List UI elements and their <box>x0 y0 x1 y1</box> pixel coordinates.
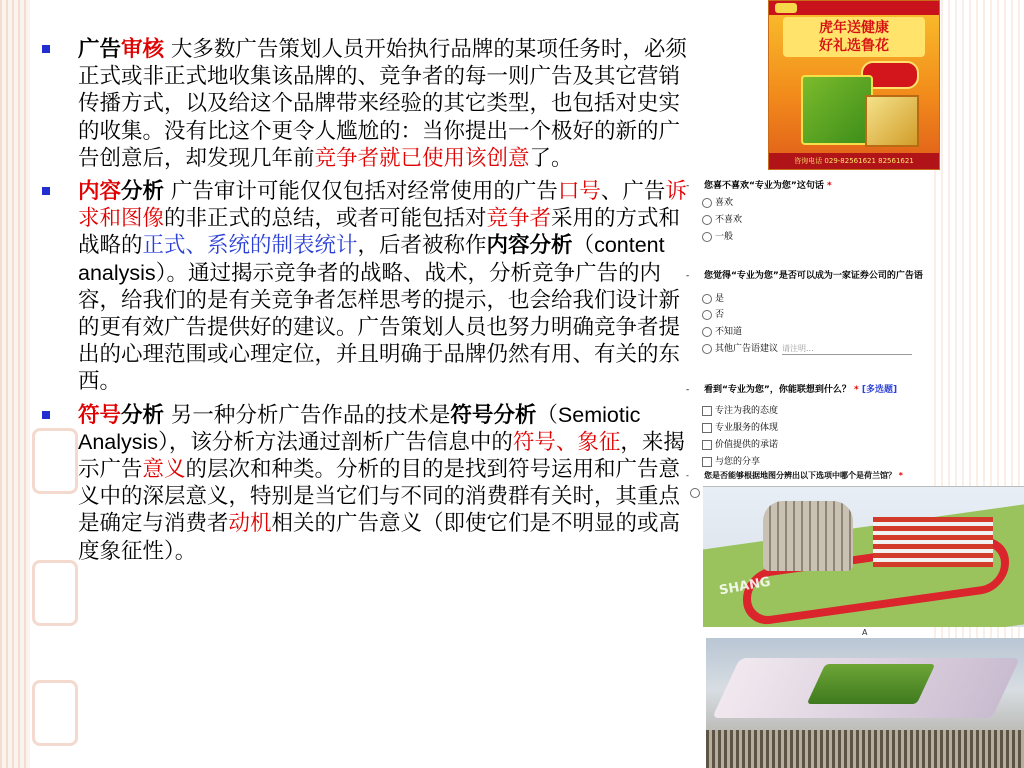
text-segment: ，后者被称作 <box>357 233 487 259</box>
poster-title <box>783 17 925 57</box>
pavilion-crowd <box>706 730 1024 768</box>
option-label: 专业服务的体现 <box>715 423 779 433</box>
expo-map-image <box>703 486 1024 627</box>
required-mark: * <box>853 385 859 395</box>
option-label: 不喜欢 <box>715 215 743 225</box>
text-segment: 了。 <box>529 145 573 171</box>
radio-icon[interactable] <box>702 232 712 242</box>
bullet-item-content-analysis <box>40 178 690 396</box>
poster-title-line: 虎年送健康 <box>819 20 889 36</box>
checkbox-icon[interactable] <box>702 423 712 433</box>
bullet-item-ad-audit <box>40 36 690 172</box>
option-label: 是 <box>715 294 725 304</box>
option-label: 喜欢 <box>715 198 734 208</box>
left-seal-decoration <box>32 680 78 746</box>
text-segment: 符号、象征 <box>512 429 621 455</box>
map-watermark-text: SHANG <box>718 574 772 599</box>
survey-option[interactable] <box>702 213 742 227</box>
bullet-item-semiotic-analysis <box>40 402 690 565</box>
text-segment: 、广告 <box>600 179 666 205</box>
pavilion-photo <box>706 638 1024 768</box>
left-decorative-stripe <box>0 0 30 768</box>
multi-select-tag: [多选题] <box>861 385 898 395</box>
text-segment: 竞争者就已使用该创意 <box>314 145 530 171</box>
text-segment: 采用的方式和战略的 <box>78 206 681 259</box>
text-segment: ），该分析方法通过剖析广告信息中的 <box>158 429 513 455</box>
radio-icon[interactable] <box>702 294 712 304</box>
radio-icon[interactable] <box>702 344 712 354</box>
item-body <box>78 37 687 171</box>
bullet-icon <box>42 45 50 53</box>
slide-body <box>40 36 690 571</box>
option-label: 价值提供的承诺 <box>715 440 779 450</box>
text-segment: ，来揭示广告 <box>78 429 685 483</box>
radio-icon[interactable] <box>702 215 712 225</box>
text-segment: 的非正式的总结，或者可能包括对 <box>164 206 487 232</box>
text-segment: 意义 <box>142 457 186 483</box>
survey-option[interactable] <box>702 404 778 418</box>
item-heading-part: 符号 <box>78 402 122 428</box>
other-suggestion-input[interactable]: 请注明... <box>782 343 912 355</box>
poster-footer: 咨询电话 029-82561621 82561621 <box>769 153 939 169</box>
survey-question-3: - 看到“专业为您”，你能联想到什么？ * [多选题] <box>686 385 898 395</box>
option-label: 不知道 <box>715 327 743 337</box>
text-segment: 另一种分析广告作品的技术是 <box>164 402 451 428</box>
text-segment: content analysis <box>78 233 665 285</box>
pavilion-green-roof <box>807 664 936 704</box>
survey-option[interactable] <box>702 230 733 244</box>
bullet-icon <box>42 411 50 419</box>
text-segment: 动机 <box>228 511 272 537</box>
survey-option[interactable] <box>702 292 724 306</box>
survey-option[interactable] <box>702 342 912 356</box>
survey-question-1: - 您喜不喜欢“专业为您”这句话 * <box>686 181 832 191</box>
survey-option[interactable] <box>702 438 778 452</box>
text-segment: 内容分析 <box>486 233 573 259</box>
map-option-label: A <box>862 628 868 637</box>
option-label: 与您的分享 <box>715 457 761 467</box>
checkbox-icon[interactable] <box>702 440 712 450</box>
survey-screenshot <box>686 170 1024 480</box>
text-segment: Semiotic Analysis <box>78 402 641 454</box>
poster-gift-box <box>801 75 873 145</box>
item-heading-part: 分析 <box>121 179 165 205</box>
item-heading-part: 分析 <box>121 402 165 428</box>
option-label: 其他广告语建议 <box>715 344 779 354</box>
checkbox-icon[interactable] <box>702 457 712 467</box>
survey-option[interactable] <box>702 308 724 322</box>
text-segment: 竞争者 <box>486 206 552 232</box>
text-segment: 大多数广告策划人员开始执行品牌的某项任务时，必须正式或非正式地收集该品牌的、竞争者的每一则广告及其它营销传播方式，以及给这个品牌带来经验的其它类型，也包括对史实的收集。没有比这个更令人尴尬的：当你提出一个极好的新的广告创意后，却发现几年前 <box>78 37 687 171</box>
bullet-icon <box>42 187 50 195</box>
text-segment: （ <box>572 233 595 259</box>
text-segment: （ <box>536 402 558 428</box>
option-label: 否 <box>715 310 725 320</box>
item-body <box>78 403 685 564</box>
poster-logo <box>775 3 797 13</box>
ad-poster-image <box>768 0 940 170</box>
question-text: 您喜不喜欢“专业为您”这句话 <box>704 181 824 191</box>
question-text: 您是否能够根据地图分辨出以下选项中哪个是荷兰馆？ <box>704 471 896 480</box>
survey-option[interactable] <box>702 196 733 210</box>
radio-icon[interactable] <box>702 198 712 208</box>
checkbox-icon[interactable] <box>702 406 712 416</box>
item-heading-part: 审核 <box>121 37 165 62</box>
text-segment: 口号 <box>557 179 601 205</box>
text-segment: 的层次和种类。分析的目的是找到符号运用和广告意义中的深层意义，特别是当它们与不同的消费群有关时，其重点是确定与消费者 <box>78 457 681 537</box>
text-segment: 正式、系统的制表统计 <box>142 233 358 259</box>
radio-icon[interactable] <box>702 310 712 320</box>
option-label: 一般 <box>715 232 734 242</box>
item-heading-part: 内容 <box>78 179 122 205</box>
item-body <box>78 179 687 394</box>
survey-question-2: - 您觉得“专业为您”是否可以成为一家证券公司的广告语 <box>686 271 923 281</box>
survey-question-4: - 您是否能够根据地图分辨出以下选项中哪个是荷兰馆？ * <box>686 471 903 480</box>
question-text: 您觉得“专业为您”是否可以成为一家证券公司的广告语 <box>704 271 923 281</box>
survey-option[interactable] <box>702 421 778 435</box>
map-option-radio-icon[interactable] <box>690 488 700 498</box>
survey-option[interactable] <box>702 325 742 339</box>
poster-oil-box <box>865 95 919 147</box>
option-label: 专注为我的态度 <box>715 406 779 416</box>
map-pavilion-building <box>873 517 993 567</box>
poster-title-line: 好礼选鲁花 <box>819 38 889 54</box>
text-segment: 广告审计可能仅仅包括对经常使用的广告 <box>164 179 558 205</box>
map-pavilion-building <box>763 501 853 571</box>
text-segment: ）。通过揭示竞争者的战略、战术，分析竞争广告的内容，给我们的是有关竞争者怎样思考的提示，也会给我们设计新的更有效广告提供好的建议。广告策划人员也努力明确竞争者提出的心理范围或心理定位，并且明确于品牌仍然有用、有关的东西。 <box>78 260 681 395</box>
text-segment: 相关的广告意义（即使它们是不明显的或高度象征性）。 <box>78 511 681 564</box>
survey-option[interactable] <box>702 455 760 469</box>
required-mark: * <box>826 181 832 191</box>
text-segment: 符号分析 <box>450 402 537 428</box>
item-heading-part: 广告 <box>78 37 122 62</box>
radio-icon[interactable] <box>702 327 712 337</box>
question-text: 看到“专业为您”，你能联想到什么？ <box>704 385 851 395</box>
text-segment: 诉求和图像 <box>78 179 687 232</box>
required-mark: * <box>898 471 903 480</box>
